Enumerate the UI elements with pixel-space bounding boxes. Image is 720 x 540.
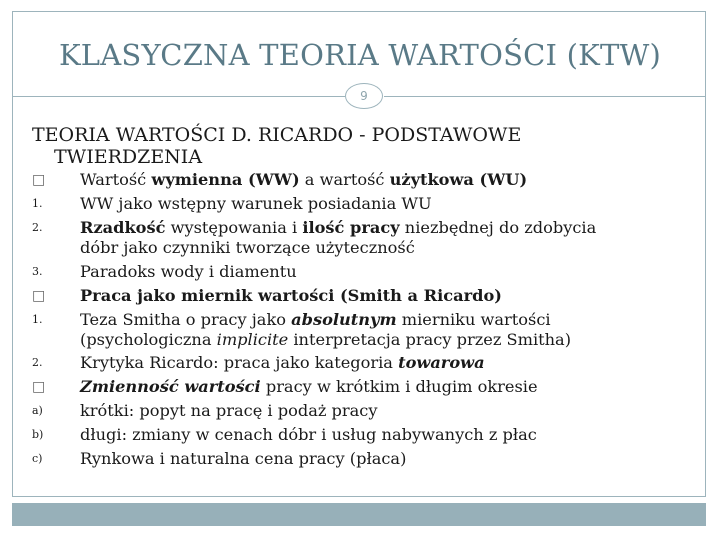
- item-number: 1.: [32, 313, 43, 326]
- item-number: 2.: [32, 221, 43, 234]
- item-text: długi: zmiany w cenach dóbr i usług nabywanych z płac: [80, 425, 537, 444]
- item-number: 1.: [32, 197, 43, 210]
- checkbox-bullet-icon: □: [32, 288, 46, 304]
- section-heading-line2: TWIERDZENIA: [54, 146, 203, 168]
- item-bold: Praca jako miernik wartości (Smith a Ricardo): [80, 286, 502, 305]
- item-bold-italic: absolutnym: [291, 310, 397, 329]
- item-text: interpretacja pracy przez Smitha): [288, 330, 572, 349]
- item-continuation: dóbr jako czynniki tworzące użyteczność: [80, 238, 415, 257]
- item-bold: ilość pracy: [302, 218, 400, 237]
- item-text: niezbędnej do zdobycia: [399, 218, 597, 237]
- item-text: Teza Smitha o pracy jako: [80, 310, 292, 329]
- item-number: 3.: [32, 265, 43, 278]
- checkbox-bullet-icon: □: [32, 172, 46, 188]
- title-divider-left: [12, 96, 345, 97]
- item-letter: a): [32, 404, 43, 417]
- title-divider-right: [384, 96, 706, 97]
- item-text: pracy w krótkim i długim okresie: [260, 377, 538, 396]
- section-heading-line1: TEORIA WARTOŚCI D. RICARDO - PODSTAWOWE: [32, 124, 522, 146]
- item-italic: implicite: [216, 330, 289, 349]
- item-text: WW jako wstępny warunek posiadania WU: [80, 194, 432, 213]
- item-text: Krytyka Ricardo: praca jako kategoria: [80, 353, 399, 372]
- item-text: krótki: popyt na pracę i podaż pracy: [80, 401, 378, 420]
- item-text: Wartość: [80, 170, 152, 189]
- item-text: a wartość: [299, 170, 390, 189]
- page-number-badge: 9: [345, 83, 383, 109]
- footer-bar: [12, 503, 706, 526]
- checkbox-bullet-icon: □: [32, 379, 46, 395]
- item-text: występowania i: [165, 218, 303, 237]
- item-text: mierniku wartości: [396, 310, 551, 329]
- item-text: Rynkowa i naturalna cena pracy (płaca): [80, 449, 407, 468]
- item-text: (psychologiczna: [80, 330, 217, 349]
- item-bold-italic: Zmienność wartości: [80, 377, 261, 396]
- item-text: Paradoks wody i diamentu: [80, 262, 297, 281]
- item-bold: użytkowa (WU): [389, 170, 528, 189]
- item-number: 2.: [32, 356, 43, 369]
- item-bold: Rzadkość: [80, 218, 166, 237]
- item-bold-italic: towarowa: [398, 353, 485, 372]
- slide-title: KLASYCZNA TEORIA WARTOŚCI (KTW): [58, 38, 662, 72]
- item-continuation: [80, 330, 680, 350]
- section-heading: [32, 124, 672, 168]
- item-letter: c): [32, 452, 43, 465]
- item-bold: wymienna (WW): [151, 170, 300, 189]
- item-letter: b): [32, 428, 44, 441]
